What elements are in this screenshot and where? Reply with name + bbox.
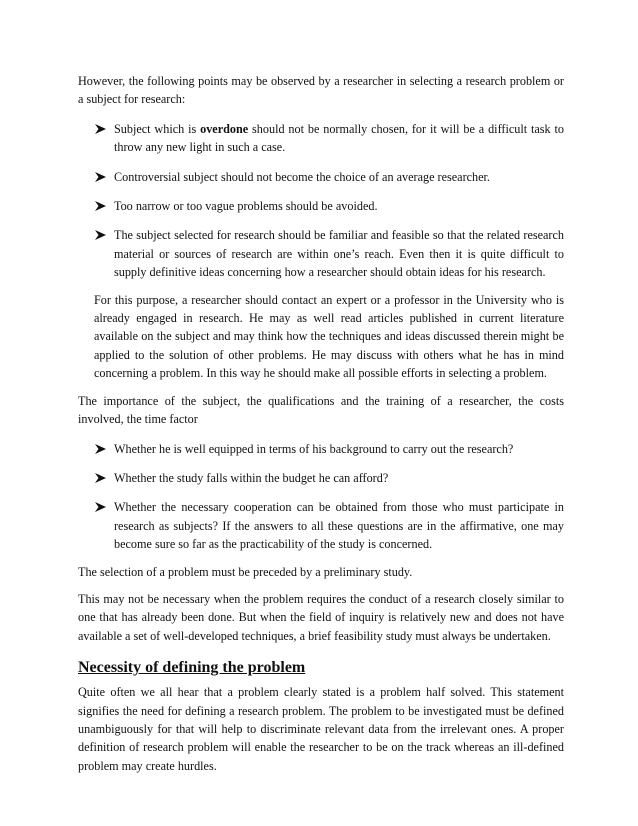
section-heading: Necessity of defining the problem (78, 659, 306, 677)
arrowhead-bullet-icon (94, 469, 108, 487)
definition-paragraph: Quite often we all hear that a problem clearly stated is a problem half solved. This statement signifies the need for defining a research problem. The problem to be investigated must be defined unambiguously for that will help to discriminate relevant data from the irrelevant ones. A proper definition of research problem will enable the researcher to be on the track whereas an ill-defined problem may create hurdles. (78, 685, 564, 773)
list-item-text: Whether the necessary cooperation can be obtained from those who must participate in research as subjects? If the answers to all these questions are in the affirmative, one may become sure so far as the practicability of the study is concerned. (114, 500, 564, 552)
list-item (78, 440, 564, 458)
list-item (78, 498, 564, 553)
list-item (78, 168, 564, 186)
selection-paragraph: The selection of a problem must be preceded by a preliminary study. (78, 564, 413, 579)
feasibility-paragraph: This may not be necessary when the problem requires the conduct of a research closely similar to one that has already been done. But when the field of inquiry is relatively new and does not have available a set of well-developed techniques, a brief feasibility study must always be undertaken. (78, 591, 564, 643)
list-item (78, 197, 564, 215)
list-item-text: Controversial subject should not become the choice of an average researcher. (114, 169, 490, 184)
list-item-text: should not be normally chosen, for it will be a difficult task to throw any new light in such a case. (114, 121, 564, 155)
list-item-text: Whether the study falls within the budget he can afford? (114, 470, 389, 485)
purpose-paragraph: For this purpose, a researcher should contact an expert or a professor in the University who is already engaged in research. He may as well read articles published in current literature available on the subject and may think how the techniques and ideas discussed therein might be applied to the solution of other problems. He may discuss with others what he has in mind concerning a problem. In this way he should make all possible efforts in selecting a problem. (94, 292, 564, 381)
list-item-text: Subject which is (114, 121, 201, 136)
selection-points-list (78, 120, 564, 282)
arrowhead-bullet-icon (94, 120, 108, 138)
list-item-text: The subject selected for research should be familiar and feasible so that the related research material or sources of research are within one’s reach. Even then it is quite difficult to supply definitive ideas concerning how a researcher should obtain ideas for his research. (114, 228, 564, 280)
importance-paragraph: The importance of the subject, the qualifications and the training of a researcher, the costs involved, the time factor (78, 393, 564, 427)
list-item-bold-text: overdone (200, 121, 249, 136)
list-item-text: Whether he is well equipped in terms of his background to carry out the research? (114, 441, 514, 456)
list-item (78, 120, 564, 157)
practicability-questions-list (78, 440, 564, 554)
intro-paragraph: However, the following points may be observed by a researcher in selecting a research problem or a subject for research: (78, 74, 564, 107)
document-page (78, 72, 564, 775)
list-item (78, 226, 564, 281)
arrowhead-bullet-icon (94, 197, 108, 215)
arrowhead-bullet-icon (94, 226, 108, 244)
list-item-text: Too narrow or too vague problems should be avoided. (114, 199, 378, 214)
list-item (78, 469, 564, 487)
arrowhead-bullet-icon (94, 498, 108, 516)
arrowhead-bullet-icon (94, 440, 108, 458)
arrowhead-bullet-icon (94, 168, 108, 186)
